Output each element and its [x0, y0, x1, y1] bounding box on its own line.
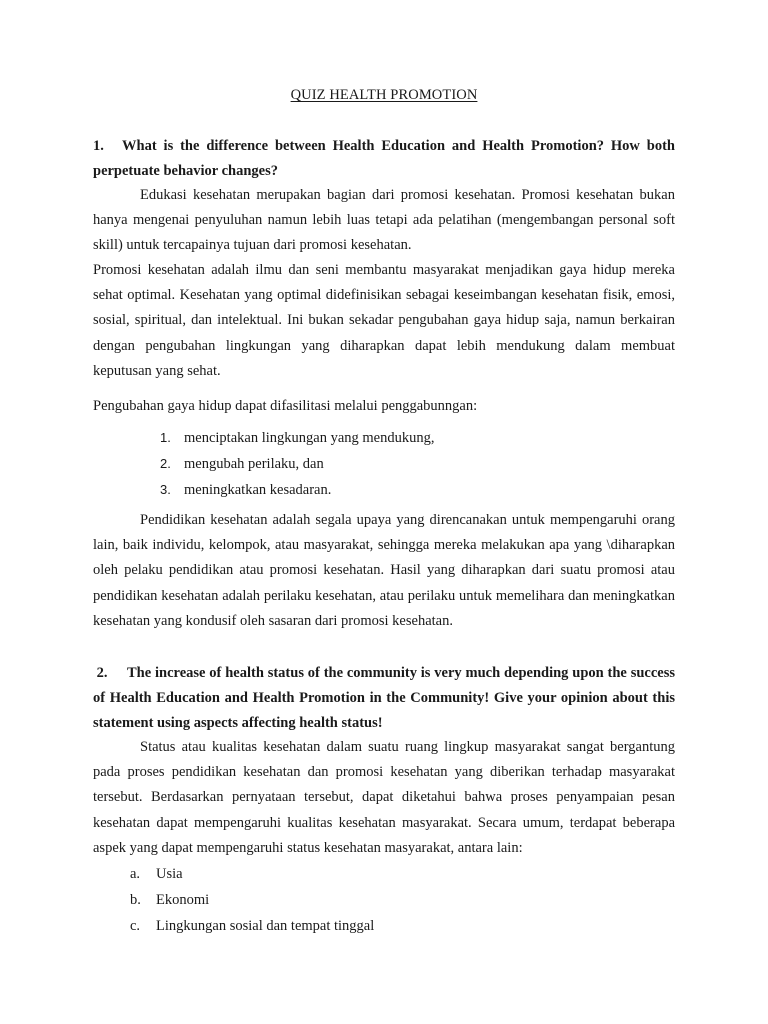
q1-paragraph-1: Edukasi kesehatan merupakan bagian dari promosi kesehatan. Promosi kesehatan bukan hanya mengenai penyuluhan namun lebih luas tetapi ada pelatihan (mengembangan personal soft skill) untuk tercapainya tujuan dari promosi kesehatan.: [93, 187, 675, 254]
list-item: a. Usia: [130, 866, 183, 882]
q1-numbered-list: [160, 425, 680, 503]
question-2-text: The increase of health status of the community is very much depending upon the success of Health Education and Health Promotion in the Community! Give your opinion about this statement using aspects affecting health status!: [93, 665, 675, 731]
list-item: c. Lingkungan sosial dan tempat tinggal: [130, 918, 375, 934]
list-item: b. Ekonomi: [130, 892, 210, 908]
question-2-number: 2.: [96, 665, 108, 681]
q1-paragraph-3: Pengubahan gaya hidup dapat difasilitasi melalui penggabunngan:: [93, 398, 478, 414]
question-2: [93, 661, 675, 736]
question-1-text: What is the difference between Health Education and Health Promotion? How both perpetuate behavior changes?: [93, 138, 675, 179]
list-item: 1. menciptakan lingkungan yang mendukung,: [160, 430, 435, 446]
document-title: QUIZ HEALTH PROMOTION: [290, 87, 478, 103]
list-item: 2. mengubah perilaku, dan: [160, 456, 324, 472]
q2-lettered-list: [130, 861, 650, 939]
q1-paragraph-2: Promosi kesehatan adalah ilmu dan seni membantu masyarakat menjadikan gaya hidup mereka sehat optimal. Kesehatan yang optimal didefinisikan sebagai keseimbangan kesehatan fisik, emosi, sosial, spiritual, dan intelektual. Ini bukan sekadar pengubahan gaya hidup saja, namun berkairan dengan pengubahan lingkungan yang diharapkan dapat lebih mendukung dalam membuat keputusan yang sehat.: [93, 262, 675, 379]
q2-paragraph-1: Status atau kualitas kesehatan dalam suatu ruang lingkup masyarakat sangat bergantung pada proses pendidikan kesehatan dan promosi kesehatan yang diberikan terhadap masyarakat tersebut. Berdasarkan pernyataan tersebut, dapat diketahui bahwa proses penyampaian pesan kesehatan dapat mempengaruhi kualitas kesehatan masyarakat. Secara umum, terdapat beberapa aspek yang dapat mempengaruhi status kesehatan masyarakat, antara lain:: [93, 739, 675, 856]
question-1: [93, 134, 675, 184]
list-item: 3. meningkatkan kesadaran.: [160, 482, 332, 498]
q1-paragraph-4: Pendidikan kesehatan adalah segala upaya yang direncanakan untuk mempengaruhi orang lain, baik individu, kelompok, atau masyarakat, sehingga mereka melakukan apa yang \diharapkan oleh pelaku pendidikan atau promosi kesehatan. Hasil yang diharapkan dari suatu promosi atau pendidikan kesehatan adalah perilaku kesehatan, atau perilaku untuk memelihara dan meningkatkan kesehatan yang kondusif oleh sasaran dari promosi kesehatan.: [93, 512, 675, 629]
question-1-number: 1.: [93, 138, 104, 154]
